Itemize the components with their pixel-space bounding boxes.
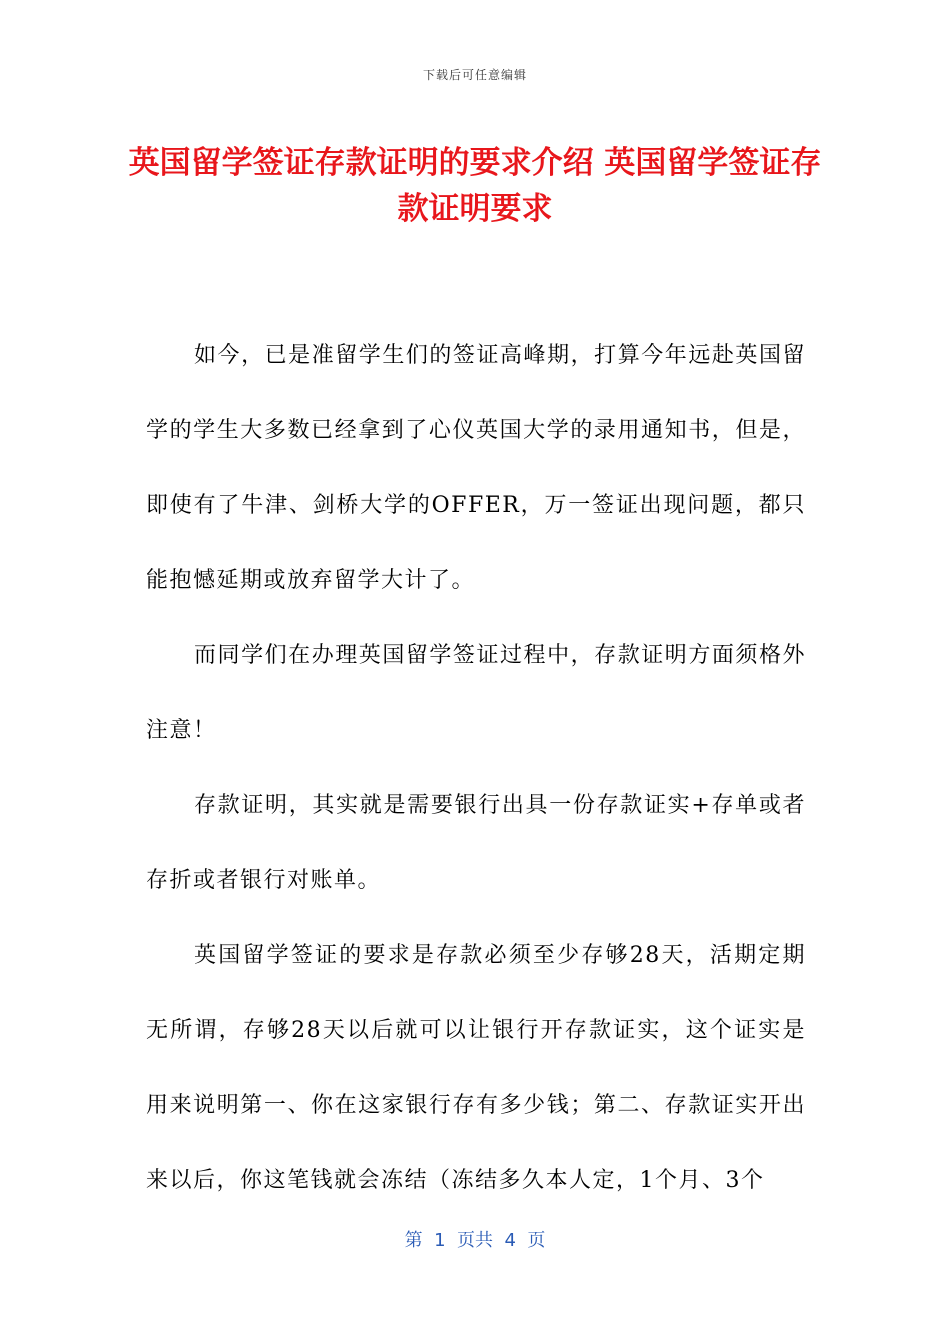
paragraph-2: 而同学们在办理英国留学签证过程中，存款证明方面须格外注意！ (146, 643, 806, 743)
page-number-footer: 第 1 页共 4 页 (404, 1230, 546, 1251)
document-title: 英国留学签证存款证明的要求介绍 英国留学签证存款证明要求 (128, 145, 822, 227)
paragraph-4: 英国留学签证的要求是存款必须至少存够28天，活期定期无所谓，存够28天以后就可以让银行开存款证实，这个证实是用来说明第一、你在这家银行存有多少钱；第二、存款证实开出来以后，你这笔钱就会冻结（冻结多久本人定，1个月、3个 (146, 943, 806, 1193)
document-body (146, 318, 806, 1218)
page-header: 下载后可任意编辑 (422, 68, 527, 82)
paragraph-3: 存款证明，其实就是需要银行出具一份存款证实+存单或者存折或者银行对账单。 (146, 793, 806, 893)
paragraph-1: 如今，已是准留学生们的签证高峰期，打算今年远赴英国留学的学生大多数已经拿到了心仪英国大学的录用通知书，但是，即使有了牛津、剑桥大学的OFFER，万一签证出现问题，都只能抱憾延期或放弃留学大计了。 (146, 343, 806, 593)
